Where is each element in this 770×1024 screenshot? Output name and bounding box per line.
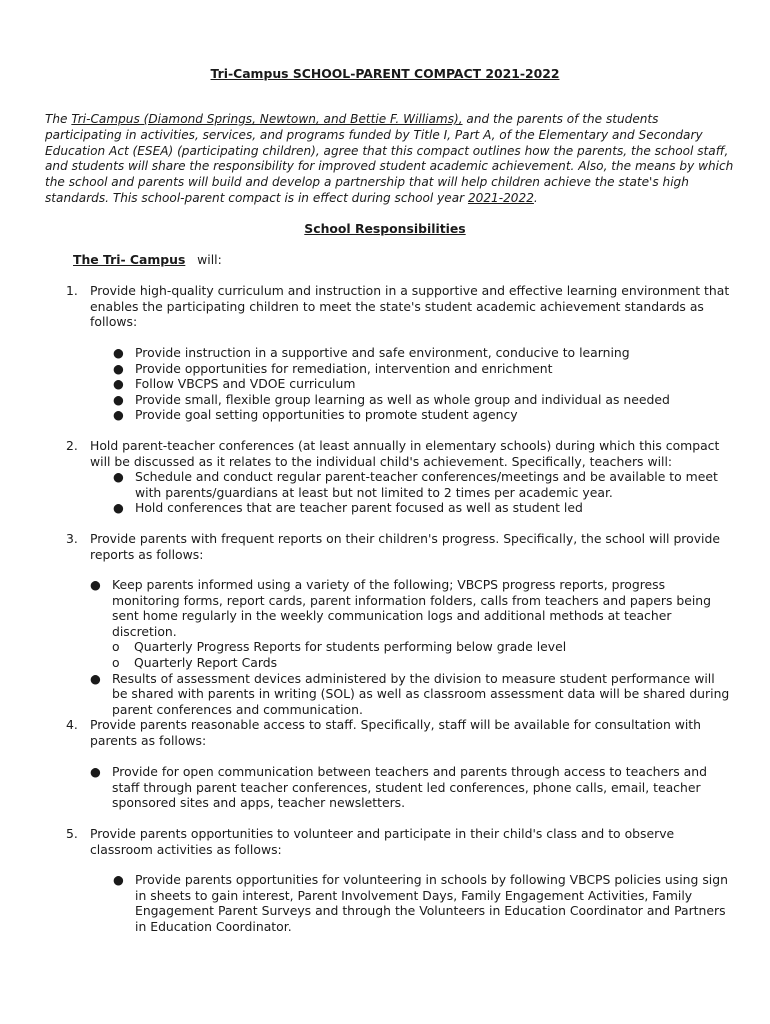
bullet-text: Follow VBCPS and VDOE curriculum xyxy=(135,376,356,392)
bullet-text: Hold conferences that are teacher parent focused as well as student led xyxy=(135,500,583,516)
bullet-text: Schedule and conduct regular parent-teacher conferences/meetings and be available to meet with parents/guardians at least but not limited to 2 times per academic year. xyxy=(135,469,718,500)
bullet-list xyxy=(90,764,730,811)
item-text: Provide parents opportunities to volunteer and participate in their child's class and to observe classroom activities as follows: xyxy=(90,826,675,857)
list-item xyxy=(66,717,731,748)
intro-lead: The xyxy=(45,112,72,126)
intro-school-names: Tri-Campus (Diamond Springs, Newtown, and Bettie F. Williams), xyxy=(71,112,463,126)
sub-bullet-list xyxy=(112,639,730,670)
sub-bullet-text: Quarterly Report Cards xyxy=(134,654,278,670)
bullet-text: Provide for open communication between teachers and parents through access to teachers and staff through parent teacher conferences, student led conferences, phone calls, email, teacher sponsored sites and apps, teacher newsletters. xyxy=(112,764,707,811)
subject-verb: will: xyxy=(197,252,222,267)
intro-body: and the parents of the students participating in activities, services, and programs funded by Title I, Part A, of the Elementary and Secondary Education Act (ESEA) (participating children), agree that this compact outlines how the parents, the school staff, and students will share the responsibility for improved student academic achievement. Also, the means by which the school and parents will build and develop a partnership that will help children achieve the state's high standards. This school-parent compact is in effect during school year xyxy=(45,112,734,205)
bullet-item xyxy=(113,872,733,934)
item-text: Provide high-quality curriculum and instruction in a supportive and effective learning environment that enables the participating children to meet the state's student academic achievement standards as follows: xyxy=(90,283,730,330)
bullet-icon: ● xyxy=(113,376,124,392)
subject-name: The Tri- Campus xyxy=(73,252,186,267)
bullet-icon: ● xyxy=(113,872,124,887)
item-number: 2. xyxy=(66,438,78,453)
bullet-item xyxy=(113,361,733,377)
bullet-list xyxy=(113,469,733,516)
bullet-icon: ● xyxy=(113,407,124,423)
bullet-text: Provide instruction in a supportive and safe environment, conducive to learning xyxy=(135,345,630,360)
page-title: Tri-Campus SCHOOL-PARENT COMPACT 2021-2022 xyxy=(210,66,560,81)
intro-year: 2021-2022 xyxy=(467,190,534,205)
item-number: 1. xyxy=(66,283,78,298)
item-text: Provide parents reasonable access to staff. Specifically, staff will be available for consultation with parents as follows: xyxy=(90,717,702,748)
item-number: 3. xyxy=(66,531,78,546)
bullet-list xyxy=(113,872,733,934)
bullet-item xyxy=(113,500,733,516)
section-heading: School Responsibilities xyxy=(304,221,466,236)
bullet-icon: ● xyxy=(113,391,124,407)
bullet-item xyxy=(90,671,730,718)
bullet-item xyxy=(113,392,733,408)
list-item xyxy=(66,283,731,330)
bullet-item xyxy=(113,469,733,500)
item-number: 5. xyxy=(66,826,78,841)
bullet-icon: ● xyxy=(113,360,124,376)
item-number: 4. xyxy=(66,717,78,732)
sub-bullet-icon: o xyxy=(112,639,120,655)
subject-line xyxy=(73,252,222,268)
bullet-text: Keep parents informed using a variety of the following; VBCPS progress reports, progress monitoring forms, report cards, parent information folders, calls from teachers and papers being sent home regularly in the weekly communication logs and additional methods at teacher discretion. xyxy=(112,577,712,639)
bullet-icon: ● xyxy=(90,764,101,779)
sub-bullet-item xyxy=(112,655,730,671)
item-text: Provide parents with frequent reports on their children's progress. Specifically, the school will provide reports as follows: xyxy=(90,531,720,562)
bullet-text: Provide small, flexible group learning as well as whole group and individual as needed xyxy=(135,391,670,407)
bullet-item xyxy=(113,345,733,361)
bullet-icon: ● xyxy=(113,469,124,484)
bullet-icon: ● xyxy=(113,345,124,360)
bullet-item xyxy=(90,577,730,671)
sub-bullet-text: Quarterly Progress Reports for students performing below grade level xyxy=(134,639,567,655)
bullet-icon: ● xyxy=(90,577,101,592)
bullet-item xyxy=(90,764,730,811)
item-text: Hold parent-teacher conferences (at least annually in elementary schools) during which this compact will be discussed as it relates to the individual child's achievement. Specifically, teachers will: xyxy=(90,438,720,469)
list-item xyxy=(66,531,731,562)
intro-end: . xyxy=(533,190,538,205)
sub-bullet-icon: o xyxy=(112,654,120,670)
intro-paragraph xyxy=(45,112,735,207)
bullet-icon: ● xyxy=(113,500,124,516)
bullet-item xyxy=(113,376,733,392)
bullet-list xyxy=(113,345,733,423)
bullet-icon: ● xyxy=(90,670,101,686)
bullet-list xyxy=(90,577,730,717)
sub-bullet-item xyxy=(112,639,730,655)
bullet-text: Provide goal setting opportunities to promote student agency xyxy=(135,407,518,423)
bullet-text: Provide opportunities for remediation, intervention and enrichment xyxy=(135,360,553,376)
list-item xyxy=(66,826,731,857)
bullet-text: Provide parents opportunities for volunteering in schools by following VBCPS policies using sign in sheets to gain interest, Parent Involvement Days, Family Engagement Activities, Family Engagement Parent Surveys and through the Volunteers in Education Coordinator and Partners in Education Coordinator. xyxy=(135,872,728,934)
bullet-text: Results of assessment devices administered by the division to measure student performance will be shared with parents in writing (SOL) as well as classroom assessment data will be shared during parent conferences and communication. xyxy=(112,670,730,717)
list-item xyxy=(66,438,731,469)
bullet-item xyxy=(113,407,733,423)
